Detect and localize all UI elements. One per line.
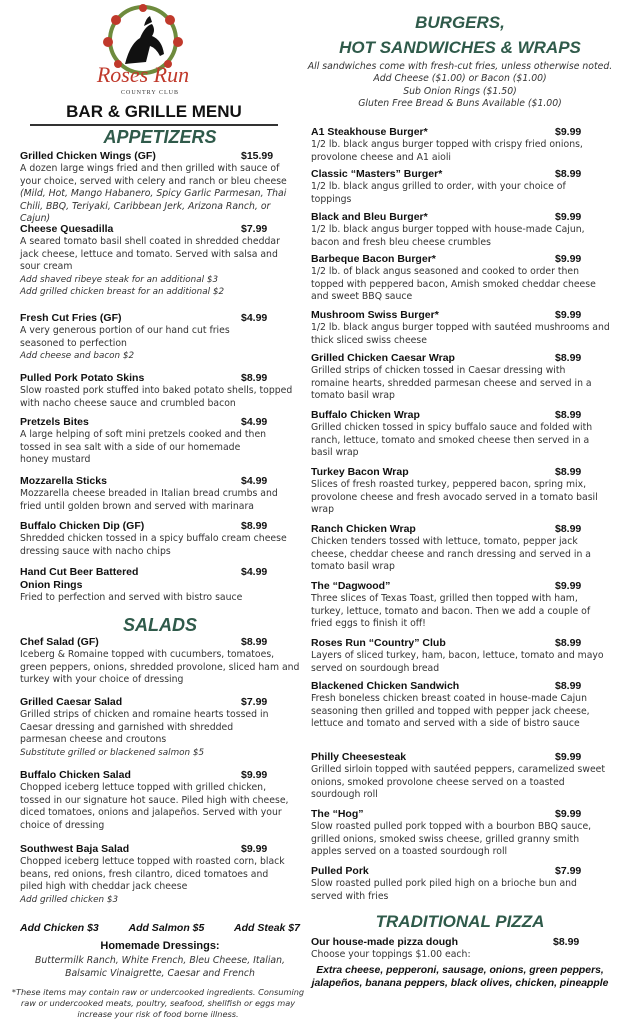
item-name: Buffalo Chicken Dip (GF) [20,520,145,532]
burgers-title-line1: BURGERS, [415,13,505,32]
item-name: Cheese Quesadilla [20,223,114,235]
item-name: Black and Bleu Burger* [311,211,428,223]
item-price: $8.99 [555,466,582,478]
item-name: Grilled Chicken Caesar Wrap [311,352,455,364]
item-price: $9.99 [241,769,268,781]
item-price: $8.99 [555,409,582,421]
item-description: Choose your toppings $1.00 each: [311,949,471,960]
item-name: Classic “Masters” Burger* [311,168,443,180]
menu-item [311,808,611,859]
sandwich-intro [305,61,615,110]
pizza-toppings: Extra cheese, pepperoni, sausage, onions, green peppers, jalapeños, banana peppers, black olives, chicken, pineapple [311,965,609,989]
item-description: 1/2 lb. of black angus seasoned and cooked to order then topped with peppered bacon, Amish smoked cheddar cheese and sweet BBQ sauce [311,266,596,302]
item-price: $9.99 [555,580,582,592]
item-price: $8.99 [241,520,268,532]
item-description: Shredded chicken tossed in a spicy buffalo cream cheese dressing sauce with nacho chips [20,533,287,557]
item-name: Blackened Chicken Sandwich [311,680,460,692]
item-name: The “Hog” [311,808,364,820]
item-price: $9.99 [241,843,268,855]
item-name: Roses Run “Country” Club [311,637,446,649]
item-price: $9.99 [555,126,582,138]
menu-item [20,769,290,832]
menu-item [20,843,290,906]
item-price: $4.99 [241,312,268,324]
item-price: $9.99 [555,211,582,223]
menu-item [311,126,611,164]
item-name: Buffalo Chicken Salad [20,769,131,781]
menu-item [311,309,611,347]
item-description: A very generous portion of our hand cut fries seasoned to perfection [20,325,230,349]
item-note: Substitute grilled or blackened salmon $5 [20,747,205,758]
menu-item [20,312,290,362]
menu-item [311,865,611,903]
item-description: Slow roasted pork stuffed into baked potato shells, topped with nacho cheese sauce and crumbled bacon [20,385,293,409]
item-name: Barbeque Bacon Burger* [311,253,436,265]
item-description: Slow roasted pulled pork topped with a bourbon BBQ sauce, grilled onions, smoked swiss cheese, grilled granny smith apples served on a toasted sourdough roll [311,821,592,857]
logo-subtext: COUNTRY CLUB [121,90,179,96]
intro-line: Add Cheese ($1.00) or Bacon ($1.00) [373,73,547,85]
logo-wordmark: Roses Run [96,62,190,87]
item-price: $8.99 [241,636,268,648]
menu-item [20,566,290,605]
item-name: Pulled Pork Potato Skins [20,372,145,384]
menu-item [20,696,290,759]
item-description: Chicken tenders tossed with lettuce, tomato, pepper jack cheese, cheddar cheese and ranch dressing and served in a tomato basil wrap [311,536,591,572]
item-price: $9.99 [555,808,582,820]
menu-item [311,211,611,249]
item-sauce-options: (Mild, Hot, Mango Habanero, Spicy Garlic Parmesan, Thai Chili, BBQ, Teriyaki, Caribbean Jerk, Arizona Ranch, or Cajun) [20,188,287,224]
item-name: Buffalo Chicken Wrap [311,409,420,421]
item-description: Mozzarella cheese breaded in Italian bread crumbs and fried until golden brown and served with marinara [20,488,278,512]
item-note: Add shaved ribeye steak for an additional $3 [20,274,219,285]
item-description: 1/2 lb. black angus burger topped with crispy fried onions, provolone cheese and A1 aioli [311,139,583,163]
item-description: Iceberg & Romaine topped with cucumbers, tomatoes, green peppers, onions, shredded provolone, sliced ham and turkey with your choice of dressing [20,649,300,685]
menu-item [20,372,302,410]
dressings-title: Homemade Dressings: [100,940,220,952]
item-price: $7.99 [241,696,268,708]
item-description: A seared tomato basil shell coated in shredded cheddar jack cheese, lettuce and tomato. Served with salsa and sour cream [20,236,280,272]
item-note: Add grilled chicken breast for an additional $2 [20,286,225,297]
item-price: $8.99 [555,168,582,180]
item-description: Grilled strips of chicken tossed in Caesar dressing with romaine hearts, shredded parmesan cheese and served in a tomato basil wrap [311,365,592,401]
menu-item [311,637,611,675]
item-price: $4.99 [241,566,268,578]
item-price: $8.99 [241,372,268,384]
item-name: Ranch Chicken Wrap [311,523,416,535]
menu-item [311,409,611,460]
item-description: Grilled strips of chicken and romaine hearts tossed in Caesar dressing and garnished with shredded parmesan cheese and croutons [20,709,269,745]
item-name: The “Dagwood” [311,580,391,592]
item-name: Hand Cut Beer Battered Onion Rings [20,566,139,591]
salad-addons [20,922,300,934]
item-description: Layers of sliced turkey, ham, bacon, lettuce, tomato and mayo served on sourdough bread [311,650,604,674]
menu-item [20,223,290,298]
item-price: $7.99 [241,223,268,235]
item-name: Mushroom Swiss Burger* [311,309,439,321]
item-name: A1 Steakhouse Burger* [311,126,428,138]
item-price: $15.99 [241,150,274,162]
item-description: A dozen large wings fried and then grilled with sauce of your choice, served with celery and ranch or bleu cheese [20,163,287,187]
menu-item [311,936,611,962]
title-divider [30,124,278,126]
intro-line: Sub Onion Rings ($1.50) [403,85,517,97]
intro-line: All sandwiches come with fresh-cut fries, unless otherwise noted. [307,61,613,72]
item-name: Turkey Bacon Wrap [311,466,409,478]
food-safety-disclaimer: *These items may contain raw or undercooked ingredients. Consuming raw or undercooked meats, poultry, seafood, shellfish or eggs may increase your risk of food borne illness. [11,987,305,1019]
menu-item [311,580,611,631]
appetizers-title: APPETIZERS [103,127,217,147]
item-description: 1/2 lb. black angus grilled to order, with your choice of toppings [311,181,566,205]
item-price: $8.99 [555,523,582,535]
item-price: $8.99 [555,680,582,692]
item-description: Slow roasted pulled pork piled high on a brioche bun and served with fries [311,878,577,902]
item-name: Our house-made pizza dough [311,936,459,948]
item-name: Fresh Cut Fries (GF) [20,312,122,324]
item-name: Mozzarella Sticks [20,475,107,487]
item-description: Chopped iceberg lettuce topped with grilled chicken, tossed in our signature hot sauce. Piled high with cheese, diced tomatoes, onions and jalapeños. Served with your choice of dressing [20,782,289,831]
item-name: Grilled Caesar Salad [20,696,123,708]
item-description: A large helping of soft mini pretzels cooked and then tossed in sea salt with a side of our homemade honey mustard [20,429,267,465]
item-description: Slices of fresh roasted turkey, peppered bacon, spring mix, provolone cheese and fresh avocado served in a tomato basil wrap [311,479,598,515]
menu-item [20,475,302,513]
item-price: $8.99 [555,352,582,364]
item-description: Chopped iceberg lettuce topped with roasted corn, black beans, red onions, fresh cilantro, diced tomatoes and piled high with cheddar jack cheese [20,856,285,892]
salads-title: SALADS [122,615,197,635]
item-price: $7.99 [555,865,582,877]
menu-item [311,523,611,574]
item-description: 1/2 lb. black angus burger topped with sautéed mushrooms and thick sliced swiss cheese [311,322,610,346]
menu-title: BAR & GRILLE MENU [66,102,242,121]
menu-item [20,150,302,226]
menu-item [311,751,611,802]
item-price: $8.99 [555,637,582,649]
dressings-list: Buttermilk Ranch, White French, Bleu Cheese, Italian, Balsamic Vinaigrette, Caesar and French [35,955,285,979]
item-note: Add cheese and bacon $2 [20,351,135,361]
intro-line: Gluten Free Bread & Buns Available ($1.00) [358,97,562,109]
item-name: Grilled Chicken Wings (GF) [20,150,156,162]
item-name: Southwest Baja Salad [20,843,130,855]
menu-item [311,168,603,206]
menu-item [20,416,270,467]
item-price: $8.99 [553,936,580,948]
item-price: $9.99 [555,253,582,265]
menu-item [311,680,611,731]
menu-item [311,466,611,517]
menu-item [311,253,611,304]
item-price: $4.99 [241,475,268,487]
burgers-title [305,10,615,60]
addon-salmon: Add Salmon $5 [128,922,205,934]
item-name: Philly Cheesesteak [311,751,407,763]
item-price: $9.99 [555,309,582,321]
item-name: Pretzels Bites [20,416,89,428]
menu-item [311,352,601,403]
addon-steak: Add Steak $7 [234,922,300,934]
burgers-title-line2: HOT SANDWICHES & WRAPS [339,38,581,57]
item-price: $9.99 [555,751,582,763]
item-name: Chef Salad (GF) [20,636,99,648]
item-description: Fresh boneless chicken breast coated in house-made Cajun seasoning then grilled and topped with pepper jack cheese, lettuce and tomato and served with a side of bistro sauce [311,693,590,729]
item-note: Add grilled chicken $3 [20,894,119,905]
item-description: Grilled sirloin topped with sautéed peppers, caramelized sweet onions, smoked provolone cheese served on a toasted sourdough roll [311,764,606,800]
menu-item [20,636,302,687]
item-description: Fried to perfection and served with bistro sauce [20,592,243,603]
item-name: Pulled Pork [311,865,369,877]
item-price: $4.99 [241,416,268,428]
item-description: Grilled chicken tossed in spicy buffalo sauce and folded with ranch, lettuce, tomato and smoked cheese then served in a basil wrap [311,422,593,458]
addon-chicken: Add Chicken $3 [20,922,99,934]
menu-item [20,520,290,558]
item-description: Three slices of Texas Toast, grilled then topped with ham, turkey, lettuce, tomato and bacon. Then we add a couple of fried eggs to finish it off! [311,593,591,629]
roses-run-logo [90,4,196,100]
pizza-title: TRADITIONAL PIZZA [375,912,545,931]
item-description: 1/2 lb. black angus burger topped with house-made Cajun, bacon and fresh bleu cheese crumbles [311,224,585,248]
